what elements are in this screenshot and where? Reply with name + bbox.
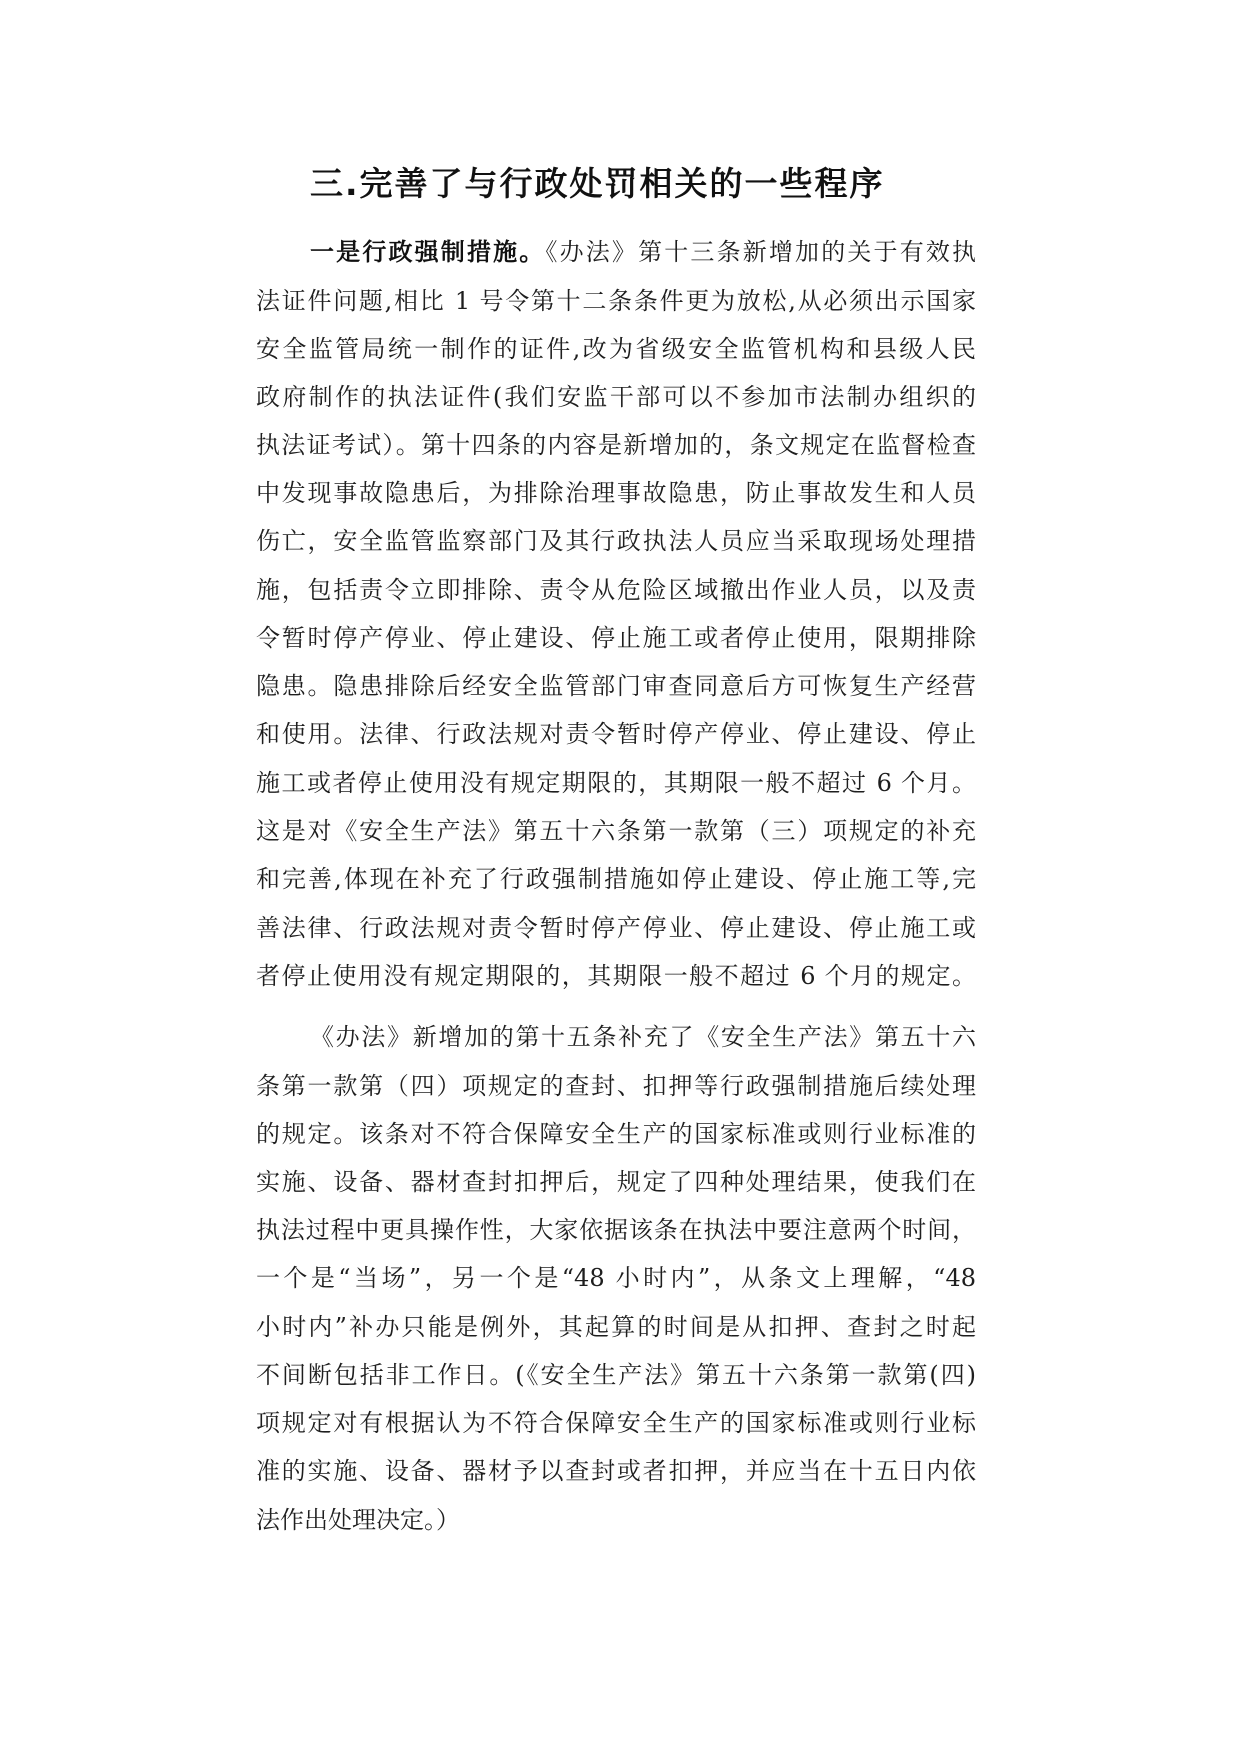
paragraph-2-line: 条第一款第（四）项规定的查封、扣押等行政强制措施后续处理	[256, 1072, 976, 1100]
paragraph-1-first-line-text: 《办法》第十三条新增加的关于有效执	[545, 238, 977, 266]
paragraph-1-line: 善法律、行政法规对责令暂时停产停业、停止建设、停止施工或	[256, 914, 976, 942]
paragraph-1-line: 施工或者停止使用没有规定期限的，其期限一般不超过 6 个月。	[256, 769, 976, 797]
paragraph-1-line: 施，包括责令立即排除、责令从危险区域撤出作业人员，以及责	[256, 576, 976, 604]
paragraph-1-line-1	[310, 234, 976, 270]
paragraph-2-line: 一个是“当场”，另一个是“48 小时内”，从条文上理解，“48	[256, 1264, 976, 1292]
paragraph-2-line: 执法过程中更具操作性，大家依据该条在执法中要注意两个时间，	[256, 1216, 976, 1244]
paragraph-2-line: 法作出处理决定。）	[256, 1506, 460, 1534]
paragraph-1-line: 伤亡，安全监管监察部门及其行政执法人员应当采取现场处理措	[256, 527, 976, 555]
paragraph-2-line: 小时内”补办只能是例外，其起算的时间是从扣押、查封之时起	[256, 1313, 976, 1341]
paragraph-1-line: 和使用。法律、行政法规对责令暂时停产停业、停止建设、停止	[256, 720, 976, 748]
paragraph-2-line: 项规定对有根据认为不符合保障安全生产的国家标准或则行业标	[256, 1409, 976, 1437]
paragraph-2-line: 准的实施、设备、器材予以查封或者扣押，并应当在十五日内依	[256, 1457, 976, 1485]
paragraph-1-line: 安全监管局统一制作的证件,改为省级安全监管机构和县级人民	[256, 335, 976, 363]
paragraph-1-line: 令暂时停产停业、停止建设、停止施工或者停止使用，限期排除	[256, 624, 976, 652]
paragraph-1-line: 隐患。隐患排除后经安全监管部门审查同意后方可恢复生产经营	[256, 672, 976, 700]
paragraph-1-line: 政府制作的执法证件(我们安监干部可以不参加市法制办组织的	[256, 383, 976, 411]
paragraph-2-line: 不间断包括非工作日。(《安全生产法》第五十六条第一款第(四)	[256, 1361, 976, 1389]
paragraph-1-line: 者停止使用没有规定期限的，其期限一般不超过 6 个月的规定。	[256, 962, 976, 990]
paragraph-1-line: 法证件问题,相比 1 号令第十二条条件更为放松,从必须出示国家	[256, 287, 976, 315]
paragraph-2-line: 的规定。该条对不符合保障安全生产的国家标准或则行业标准的	[256, 1120, 976, 1148]
paragraph-1-line: 这是对《安全生产法》第五十六条第一款第（三）项规定的补充	[256, 817, 976, 845]
paragraph-2-line: 实施、设备、器材查封扣押后，规定了四种处理结果，使我们在	[256, 1168, 976, 1196]
section-heading: 三.完善了与行政处罚相关的一些程序	[310, 164, 885, 203]
paragraph-2-line-1: 《办法》新增加的第十五条补充了《安全生产法》第五十六	[310, 1023, 976, 1051]
paragraph-1-line: 执法证考试）。第十四条的内容是新增加的，条文规定在监督检查	[256, 431, 976, 459]
paragraph-1-line: 中发现事故隐患后，为排除治理事故隐患，防止事故发生和人员	[256, 479, 976, 507]
paragraph-1-lead: 一是行政强制措施。	[310, 238, 546, 266]
paragraph-1-line: 和完善,体现在补充了行政强制措施如停止建设、停止施工等,完	[256, 865, 976, 893]
